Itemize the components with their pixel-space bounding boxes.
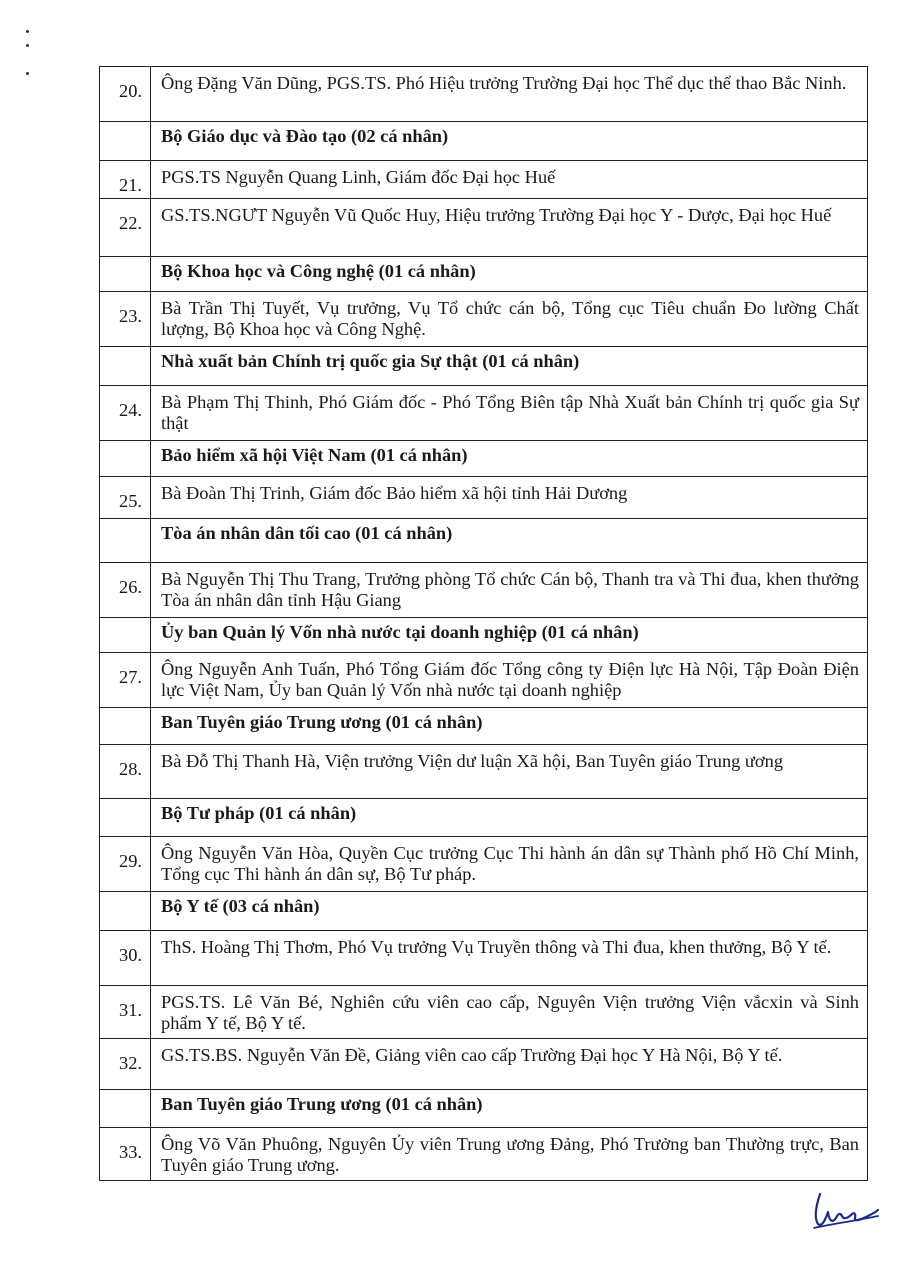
row-number: 20. — [100, 67, 151, 122]
table-row — [100, 161, 868, 199]
row-number: 30. — [100, 931, 151, 986]
section-header-row — [100, 1090, 868, 1128]
row-number: 22. — [100, 199, 151, 257]
row-number: 26. — [100, 563, 151, 618]
table-row — [100, 292, 868, 347]
row-text: GS.TS.BS. Nguyễn Văn Đề, Giảng viên cao cấp Trường Đại học Y Hà Nội, Bộ Y tế. — [151, 1039, 868, 1090]
table-row — [100, 67, 868, 122]
section-header-row — [100, 441, 868, 477]
section-header-row — [100, 122, 868, 161]
table-row — [100, 931, 868, 986]
row-text: Bà Phạm Thị Thinh, Phó Giám đốc - Phó Tổng Biên tập Nhà Xuất bản Chính trị quốc gia Sự thật — [151, 386, 868, 441]
table-row — [100, 1039, 868, 1090]
row-text: GS.TS.NGƯT Nguyễn Vũ Quốc Huy, Hiệu trưởng Trường Đại học Y - Dược, Đại học Huế — [151, 199, 868, 257]
section-header-row — [100, 708, 868, 745]
row-number: 23. — [100, 292, 151, 347]
section-title: Ban Tuyên giáo Trung ương (01 cá nhân) — [151, 1090, 868, 1128]
row-number — [100, 519, 151, 563]
table-row — [100, 745, 868, 799]
row-number — [100, 1090, 151, 1128]
section-header-row — [100, 257, 868, 292]
table-row — [100, 837, 868, 892]
section-header-row — [100, 799, 868, 837]
row-number — [100, 892, 151, 931]
row-text: Ông Đặng Văn Dũng, PGS.TS. Phó Hiệu trưởng Trường Đại học Thể dục thể thao Bắc Ninh. — [151, 67, 868, 122]
section-title: Tòa án nhân dân tối cao (01 cá nhân) — [151, 519, 868, 563]
row-number — [100, 347, 151, 386]
row-number — [100, 799, 151, 837]
table-row — [100, 1128, 868, 1181]
row-text: Bà Nguyễn Thị Thu Trang, Trưởng phòng Tổ chức Cán bộ, Thanh tra và Thi đua, khen thưởng Tòa án nhân dân tỉnh Hậu Giang — [151, 563, 868, 618]
table-row — [100, 653, 868, 708]
section-header-row — [100, 892, 868, 931]
awards-table — [99, 66, 868, 1181]
row-text: ThS. Hoàng Thị Thơm, Phó Vụ trưởng Vụ Truyền thông và Thi đua, khen thưởng, Bộ Y tế. — [151, 931, 868, 986]
section-title: Ủy ban Quản lý Vốn nhà nước tại doanh nghiệp (01 cá nhân) — [151, 618, 868, 653]
section-title: Nhà xuất bản Chính trị quốc gia Sự thật (01 cá nhân) — [151, 347, 868, 386]
row-number: 27. — [100, 653, 151, 708]
row-number: 31. — [100, 986, 151, 1039]
table-row — [100, 986, 868, 1039]
row-number: 21. — [100, 161, 151, 199]
row-number — [100, 618, 151, 653]
row-number — [100, 257, 151, 292]
table-row — [100, 386, 868, 441]
row-number — [100, 708, 151, 745]
table-row — [100, 477, 868, 519]
row-number: 32. — [100, 1039, 151, 1090]
row-number: 33. — [100, 1128, 151, 1181]
section-title: Bảo hiểm xã hội Việt Nam (01 cá nhân) — [151, 441, 868, 477]
row-text: Ông Võ Văn Phuông, Nguyên Ủy viên Trung ương Đảng, Phó Trưởng ban Thường trực, Ban Tuyên giáo Trung ương. — [151, 1128, 868, 1181]
row-number: 29. — [100, 837, 151, 892]
row-number: 28. — [100, 745, 151, 799]
section-title: Bộ Khoa học và Công nghệ (01 cá nhân) — [151, 257, 868, 292]
section-header-row — [100, 519, 868, 563]
row-number — [100, 441, 151, 477]
section-header-row — [100, 618, 868, 653]
row-number — [100, 122, 151, 161]
section-title: Bộ Y tế (03 cá nhân) — [151, 892, 868, 931]
section-title: Ban Tuyên giáo Trung ương (01 cá nhân) — [151, 708, 868, 745]
signature-mark — [808, 1188, 880, 1232]
row-number: 25. — [100, 477, 151, 519]
row-text: PGS.TS Nguyễn Quang Linh, Giám đốc Đại học Huế — [151, 161, 868, 199]
row-number: 24. — [100, 386, 151, 441]
table-row — [100, 563, 868, 618]
row-text: Bà Trần Thị Tuyết, Vụ trưởng, Vụ Tổ chức cán bộ, Tổng cục Tiêu chuẩn Đo lường Chất lượng, Bộ Khoa học và Công Nghệ. — [151, 292, 868, 347]
row-text: Bà Đoàn Thị Trinh, Giám đốc Bảo hiểm xã hội tỉnh Hải Dương — [151, 477, 868, 519]
row-text: PGS.TS. Lê Văn Bé, Nghiên cứu viên cao cấp, Nguyên Viện trưởng Viện vắcxin và Sinh phẩm Y tế, Bộ Y tế. — [151, 986, 868, 1039]
section-title: Bộ Tư pháp (01 cá nhân) — [151, 799, 868, 837]
table-row — [100, 199, 868, 257]
row-text: Bà Đỗ Thị Thanh Hà, Viện trưởng Viện dư luận Xã hội, Ban Tuyên giáo Trung ương — [151, 745, 868, 799]
row-text: Ông Nguyễn Anh Tuấn, Phó Tổng Giám đốc Tổng công ty Điện lực Hà Nội, Tập Đoàn Điện lực Việt Nam, Ủy ban Quản lý Vốn nhà nước tại doanh nghiệp — [151, 653, 868, 708]
section-title: Bộ Giáo dục và Đào tạo (02 cá nhân) — [151, 122, 868, 161]
section-header-row — [100, 347, 868, 386]
row-text: Ông Nguyễn Văn Hòa, Quyền Cục trưởng Cục Thi hành án dân sự Thành phố Hồ Chí Minh, Tổng cục Thi hành án dân sự, Bộ Tư pháp. — [151, 837, 868, 892]
